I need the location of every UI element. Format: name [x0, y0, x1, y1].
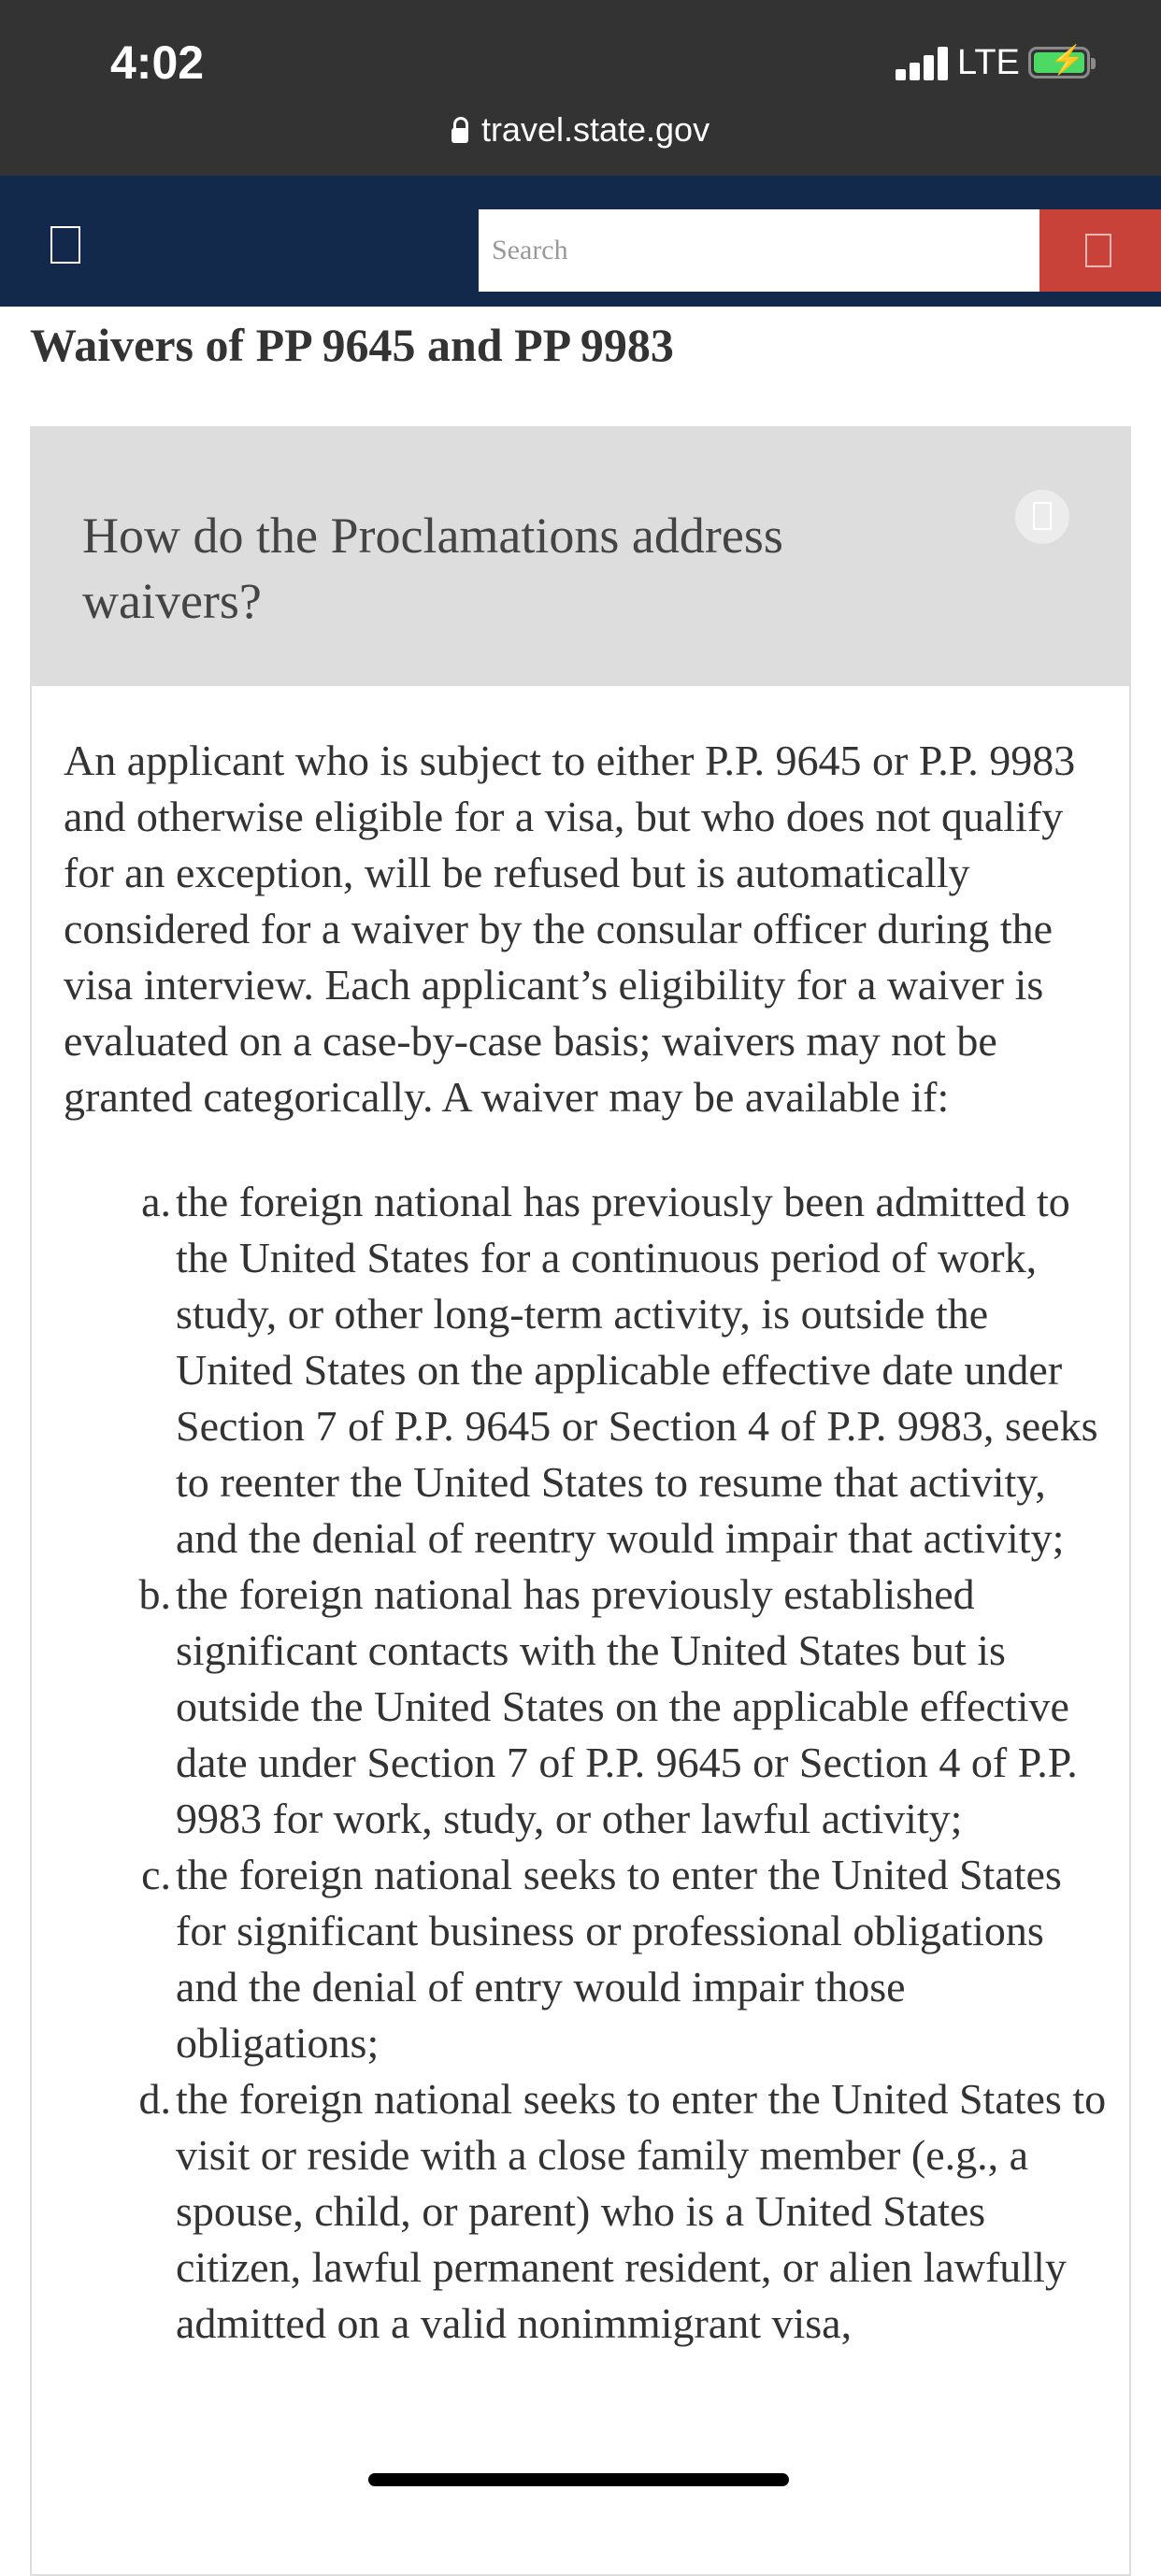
list-item [64, 1174, 1111, 1567]
page-title: Waivers of PP 9645 and PP 9983 [30, 319, 674, 371]
list-marker: b. [138, 1570, 171, 1618]
site-header [0, 176, 1161, 307]
home-indicator[interactable] [368, 2473, 789, 2486]
list-item [64, 1847, 1111, 2071]
status-time: 4:02 [110, 36, 205, 89]
url-bar[interactable] [0, 110, 1161, 150]
list-item [64, 2071, 1111, 2352]
list-item [64, 1567, 1111, 1847]
list-item-text: the foreign national has previously been admitted to the United States for a continuous period of work, study, or other long-term activity, is outside the United States on the applicable effective date under Section 7 of P.P. 9645 or Section 4 of P.P. 9983, seeks to reenter the United States to resume that activity, and the denial of reentry would impair that activity; [176, 1178, 1098, 1562]
url-text: travel.state.gov [480, 110, 710, 149]
faq-accordion [30, 426, 1131, 2576]
network-type: LTE [957, 43, 1020, 82]
list-item-text: the foreign national has previously established significant contacts with the United States but is outside the United States on the applicable effective date under Section 7 of P.P. 9645 or Section 4 of P.P. 9983 for work, study, or other lawful activity; [176, 1570, 1078, 1842]
cellular-signal-icon [896, 47, 952, 80]
list-item-text: the foreign national seeks to enter the United States to visit or reside with a close family member (e.g., a spouse, child, or parent) who is a United States citizen, lawful permanent resident, or alien lawfully admitted on a valid nonimmigrant visa, [176, 2075, 1107, 2347]
list-marker: d. [138, 2075, 171, 2123]
list-marker: c. [141, 1851, 171, 1898]
status-bar [0, 0, 1161, 176]
lock-icon [452, 128, 468, 143]
list-item-text: the foreign national seeks to enter the United States for significant business or professional obligations and the denial of entry would impair those obligations; [176, 1851, 1062, 2067]
list-marker: a. [141, 1178, 171, 1225]
accordion-title: How do the Proclamations address waivers? [82, 508, 783, 629]
accordion-header[interactable] [32, 428, 1129, 686]
intro-paragraph: An applicant who is subject to either P.P. 9645 or P.P. 9983 and otherwise eligible for a visa, but who does not qualify for an exception, will be refused but is automatically considered for a waiver by the consular officer during the visa interview. Each applicant’s eligibility for a waiver is evaluated on a case-by-case basis; waivers may not be granted categorically. A waiver may be available if: [64, 737, 1076, 1121]
menu-icon[interactable] [50, 226, 80, 264]
waiver-criteria-list [64, 1174, 1111, 2352]
search-button[interactable] [1039, 209, 1161, 292]
collapse-toggle-icon[interactable] [1015, 490, 1069, 544]
search-icon [1085, 234, 1111, 267]
accordion-body [64, 733, 1111, 2352]
search-input[interactable] [479, 209, 1039, 292]
battery-charging-icon: ⚡ [1028, 47, 1090, 79]
